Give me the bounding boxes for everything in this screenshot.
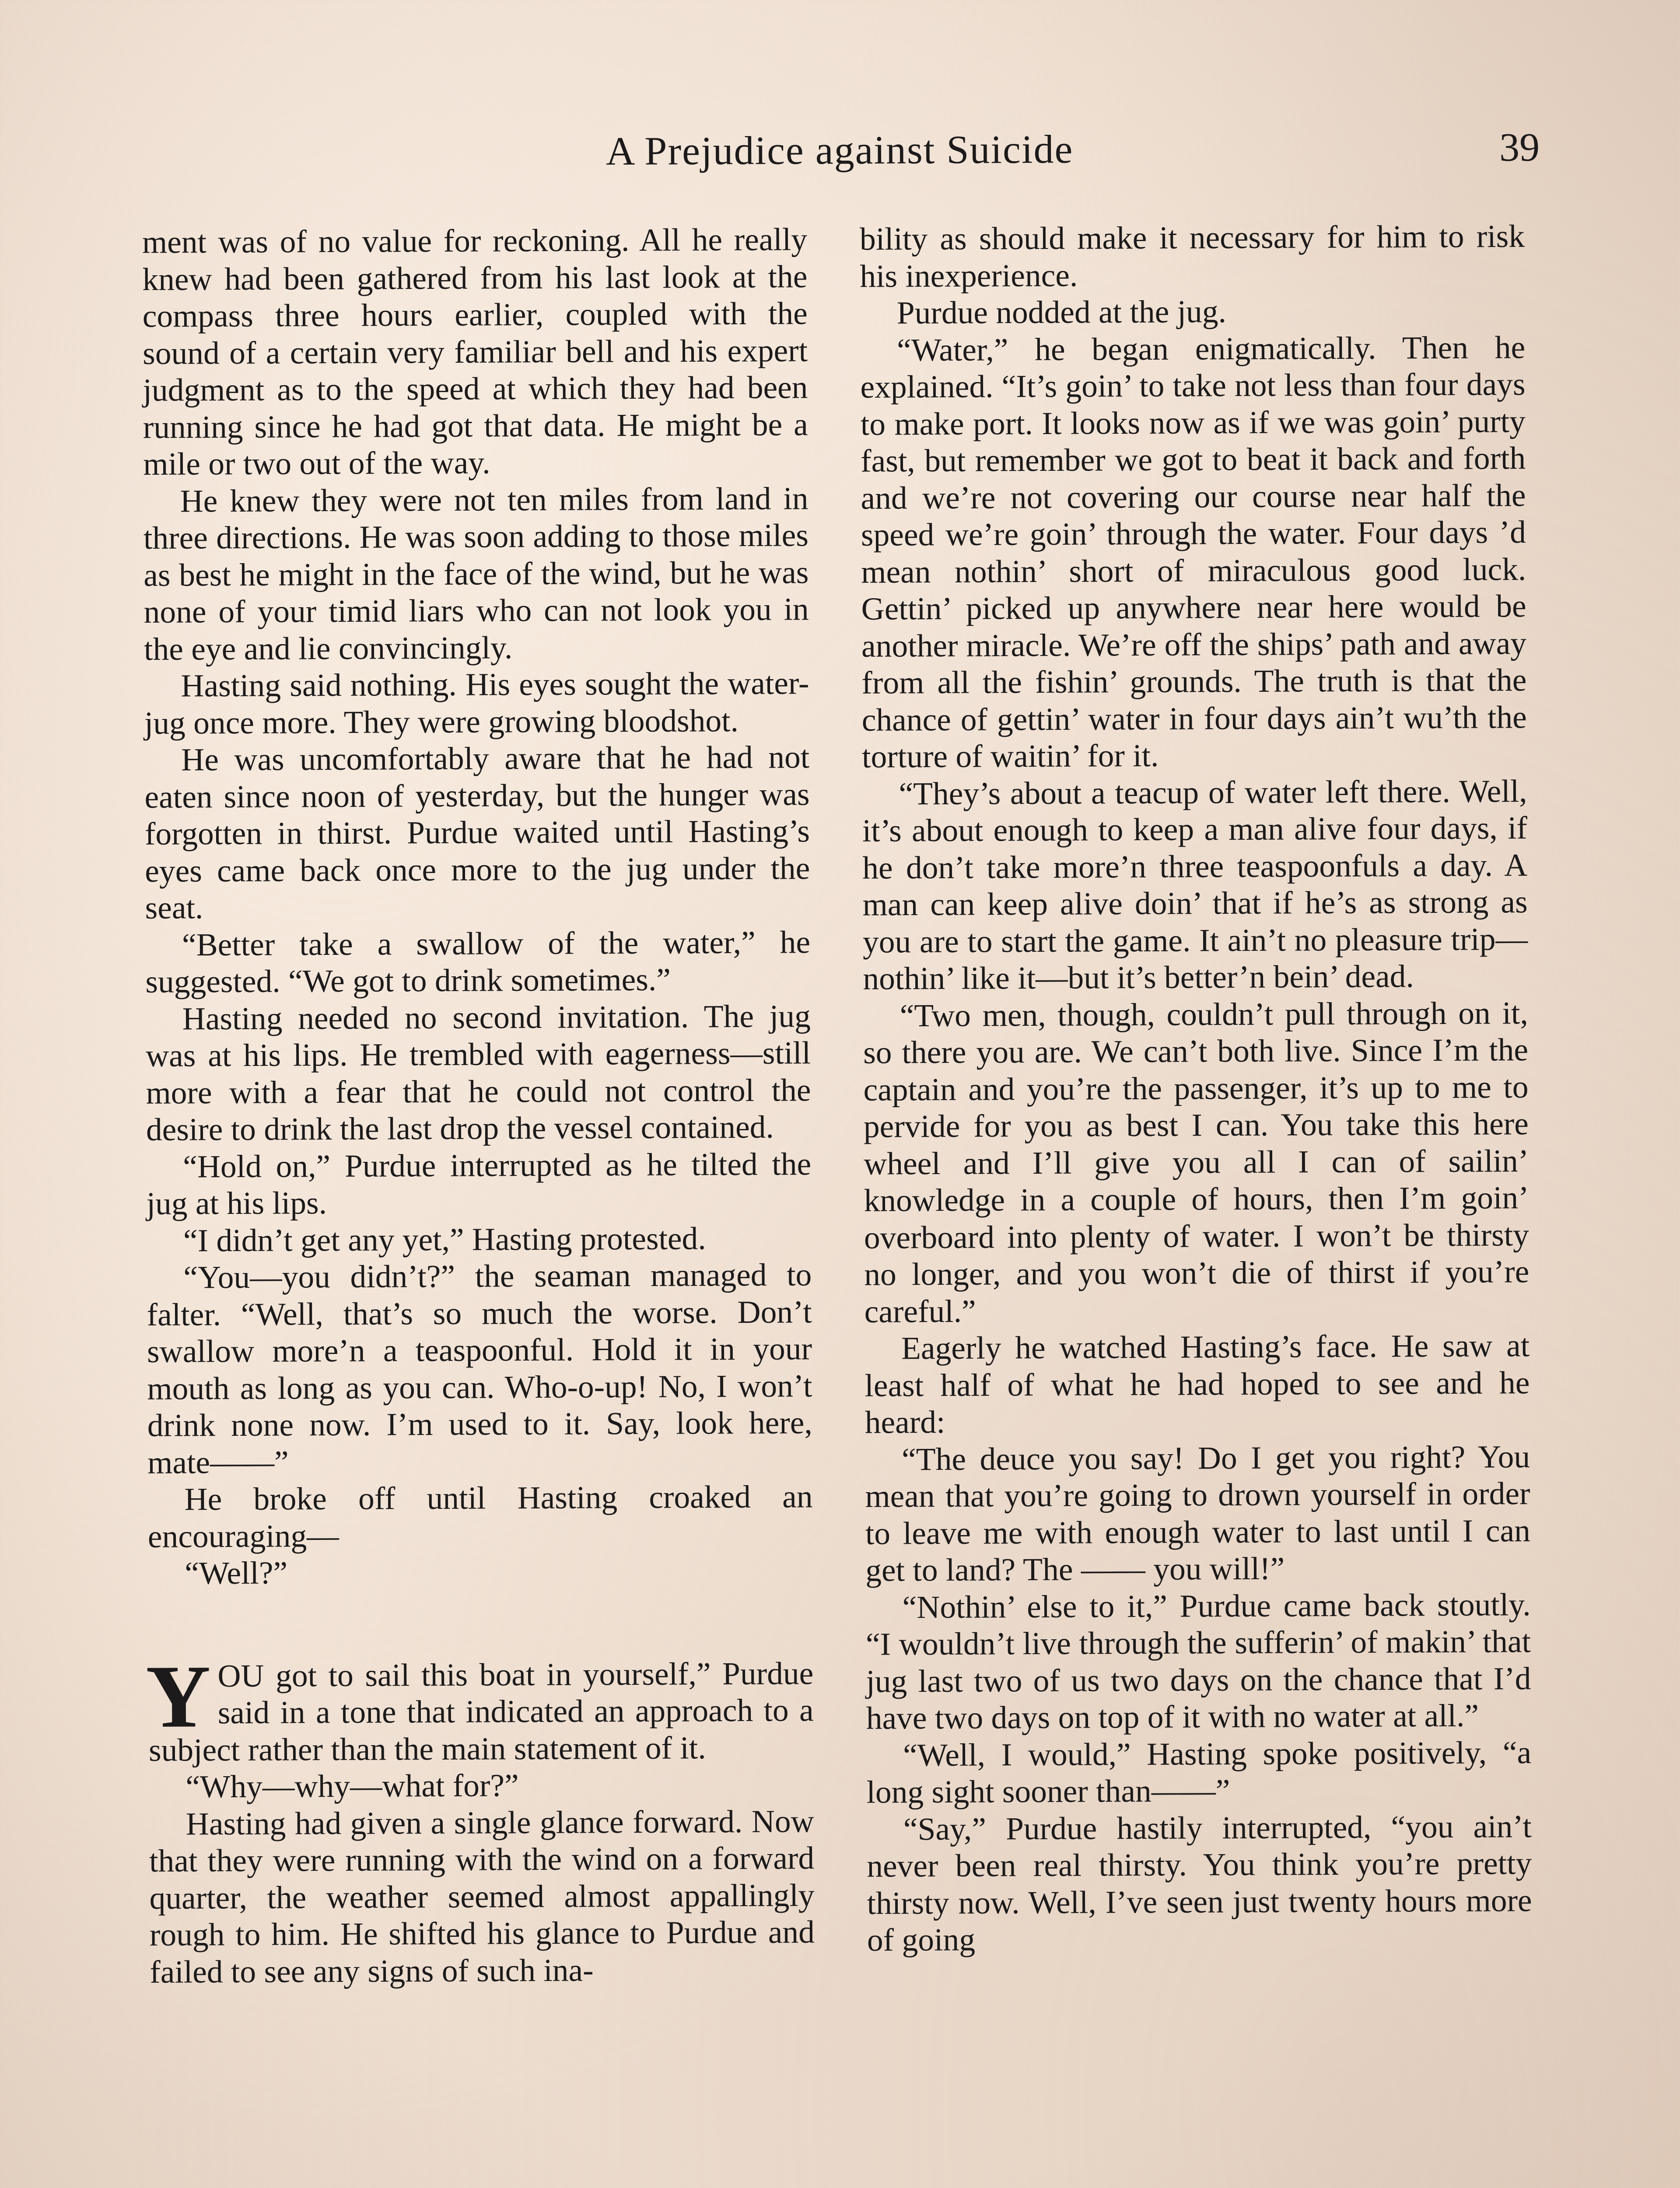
paragraph: “Hold on,” Purdue interrupted as he tilted the jug at his lips. xyxy=(146,1146,812,1221)
paragraph: bility as should make it necessary for him to risk his inexperience. xyxy=(859,218,1525,294)
paragraph: ment was of no value for reckoning. All he really knew had been gathered from his last look at the compass three hours earlier, coupled with the sound of a certain very familiar bell and his expert judgment as to the speed at which they had been running since he had got that data. He might be a mile or two out of the way. xyxy=(142,221,808,482)
paragraph: “Nothin’ else to it,” Purdue came back stoutly. “I wouldn’t live through the sufferin’ of makin’ that jug last two of us two days on the chance that I’d have two days on top of it with no water at all.” xyxy=(865,1586,1531,1736)
paragraph: “Water,” he began enigmatically. Then he explained. “It’s goin’ to take not less than four days to make port. It looks now as if we was goin’ purty fast, but remember we got to beat it back and forth and we’re not covering our course near half the speed we’re goin’ through the water. Four days ’d mean nothin’ short of miraculous good luck. Gettin’ picked up anywhere near here would be another miracle. We’re off the ships’ path and away from all the fishin’ grounds. The truth is that the chance of gettin’ water in four days ain’t wu’th the torture of waitin’ for it. xyxy=(860,329,1527,775)
paragraph: “I didn’t get any yet,” Hasting protested. xyxy=(183,1220,706,1259)
paragraph: Eagerly he watched Hasting’s face. He saw at least half of what he had hoped to see and he heard: xyxy=(864,1328,1530,1440)
paragraph: “Well, I would,” Hasting spoke positively, “a long sight sooner than——” xyxy=(866,1734,1532,1810)
left-column xyxy=(142,221,815,1991)
paragraph: “Say,” Purdue hastily interrupted, “you ain’t never been real thirsty. You think you’re pretty thirsty now. Well, I’ve seen just twenty hours more of going xyxy=(867,1808,1532,1958)
paragraph: Hasting said nothing. His eyes sought the water-jug once more. They were growing bloodshot. xyxy=(144,665,809,741)
paragraph: “Well?” xyxy=(185,1555,288,1591)
right-column xyxy=(860,218,1532,1959)
paragraph: “You—you didn’t?” the seaman managed to falter. “Well, that’s so much the worse. Don’t swallow more’n a teaspoonful. Hold it in your mouth as long as you can. Who-o-up! No, I won’t drink none now. I’m used to it. Say, look here, mate——” xyxy=(147,1257,812,1480)
page-number: 39 xyxy=(1499,124,1540,170)
drop-cap: Y xyxy=(146,1646,211,1746)
paragraph: “Why—why—what for?” xyxy=(186,1767,519,1805)
paragraph: “Better take a swallow of the water,” he suggested. “We got to drink sometimes.” xyxy=(145,924,811,999)
running-title: A Prejudice against Suicide xyxy=(606,126,1074,174)
paragraph: He knew they were not ten miles from land in three directions. He was soon adding to those miles as best he might in the face of the wind, but he was none of your timid liars who can not look you in the eye and lie convincingly. xyxy=(143,480,809,667)
paragraph: Hasting needed no second invitation. The jug was at his lips. He trembled with eagerness—still more with a fear that he could not control the desire to drink the last drop the vessel contained. xyxy=(145,998,811,1147)
page-header xyxy=(140,124,1540,196)
paragraph: “They’s about a teacup of water left there. Well, it’s about enough to keep a man alive four days, if he don’t take more’n three teaspoonfuls a day. A man can keep alive doin’ that if he’s as strong as you are to start the game. It ain’t no pleasure trip—nothin’ like it—but it’s better’n bein’ dead. xyxy=(862,773,1528,996)
paragraph: “Two men, though, couldn’t pull through on it, so there you are. We can’t both live. Since I’m the captain and you’re the passenger, it’s up to me to pervide for you as best I can. You take this here wheel and I’ll give you all I can of sailin’ knowledge in a couple of hours, then I’m goin’ overboard into plenty of water. I won’t be thirsty no longer, and you won’t die of thirst if you’re careful.” xyxy=(863,995,1530,1329)
paragraph-text: OU got to sail this boat in yourself,” Purdue said in a tone that indicated an approach to a subject rather than the main statement of it. xyxy=(148,1655,814,1768)
paragraph: “The deuce you say! Do I get you right? You mean that you’re going to drown yourself in order to leave me with enough water to last until I can get to land? The —— you will!” xyxy=(865,1438,1531,1588)
paragraph: Hasting had given a single glance forward. Now that they were running with the wind on a forward quarter, the weather seemed almost appallingly rough to him. He shifted his glance to Purdue and failed to see any signs of such ina- xyxy=(149,1803,815,1990)
paragraph: Purdue nodded at the jug. xyxy=(896,294,1227,331)
section-break xyxy=(148,1589,813,1658)
dropcap-paragraph xyxy=(146,1646,814,1769)
paragraph: He broke off until Hasting croaked an encouraging— xyxy=(147,1479,813,1554)
paragraph: He was uncomfortably aware that he had not eaten since noon of yesterday, but the hunger was forgotten in thirst. Purdue waited until Hasting’s eyes came back once more to the jug under the seat. xyxy=(144,739,810,926)
